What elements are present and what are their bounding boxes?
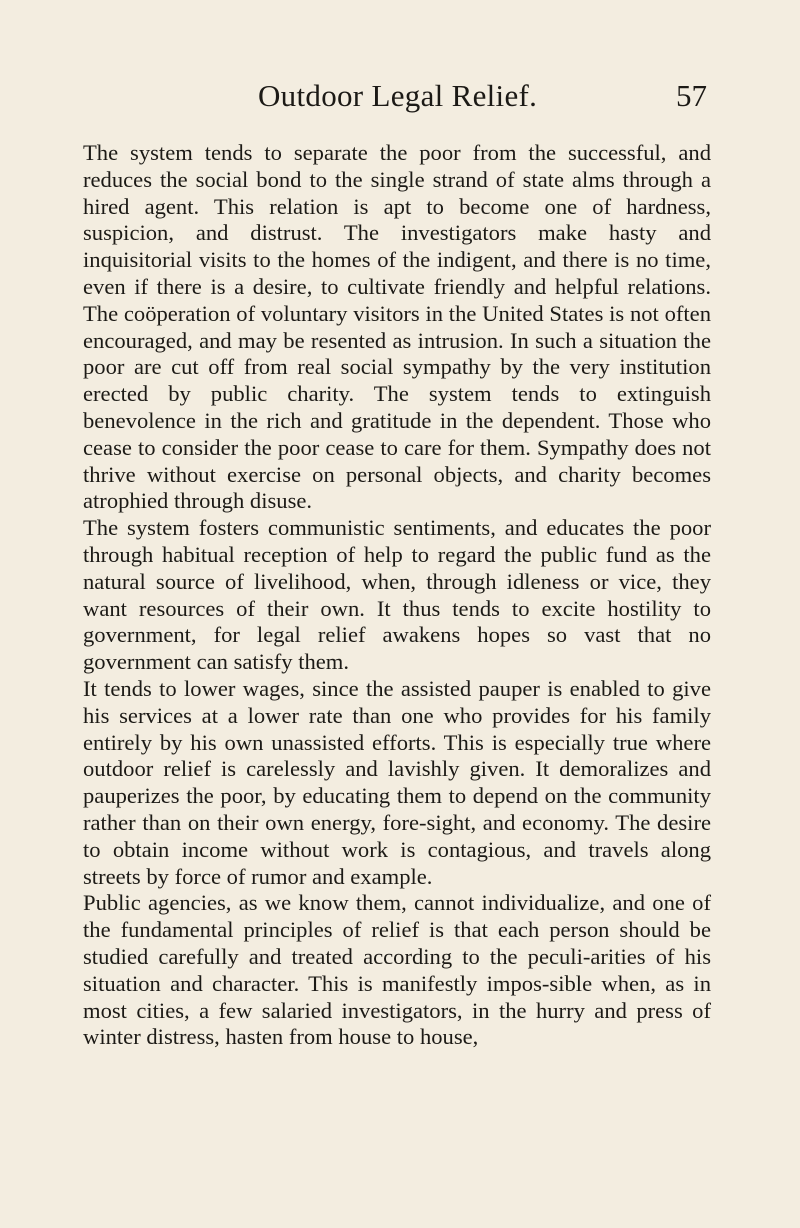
paragraph: It tends to lower wages, since the assisted pauper is enabled to give his services at a lower rate than one who provides for his family entirely by his own unassisted efforts. This is especially true where outdoor relief is carelessly and lavishly given. It demoralizes and pauperizes the poor, by educating them to depend on the community rather than on their own energy, fore-sight, and economy. The desire to obtain income without work is contagious, and travels along streets by force of rumor and example. (83, 675, 711, 889)
running-head: Outdoor Legal Relief. (258, 78, 538, 113)
paragraph: Public agencies, as we know them, cannot individualize, and one of the fundamental principles of relief is that each person should be studied carefully and treated according to the peculi-arities of his situation and character. This is manifestly impos-sible when, as in most cities, a few salaried investigators, in the hurry and press of winter distress, hasten from house to house, (83, 890, 711, 1050)
paragraph: The system tends to separate the poor from the successful, and reduces the social bond to the single strand of state alms through a hired agent. This relation is apt to become one of hardness, suspicion, and distrust. The investigators make hasty and inquisitorial visits to the homes of the indigent, and there is no time, even if there is a desire, to cultivate friendly and helpful relations. The coöperation of voluntary visitors in the United States is not often encouraged, and may be resented as intrusion. In such a situation the poor are cut off from real social sympathy by the very institution erected by public charity. The system tends to extinguish benevolence in the rich and gratitude in the dependent. Those who cease to consider the poor cease to care for them. Sympathy does not thrive without exercise on personal objects, and charity becomes atrophied through disuse. (83, 140, 711, 514)
page-number: 57 (676, 78, 707, 113)
page-header (0, 78, 800, 118)
paragraph: The system fosters communistic sentiments, and educates the poor through habitual reception of help to regard the public fund as the natural source of livelihood, when, through idleness or vice, they want resources of their own. It thus tends to excite hostility to government, for legal relief awakens hopes so vast that no government can satisfy them. (83, 515, 711, 675)
body-text (83, 140, 711, 1051)
